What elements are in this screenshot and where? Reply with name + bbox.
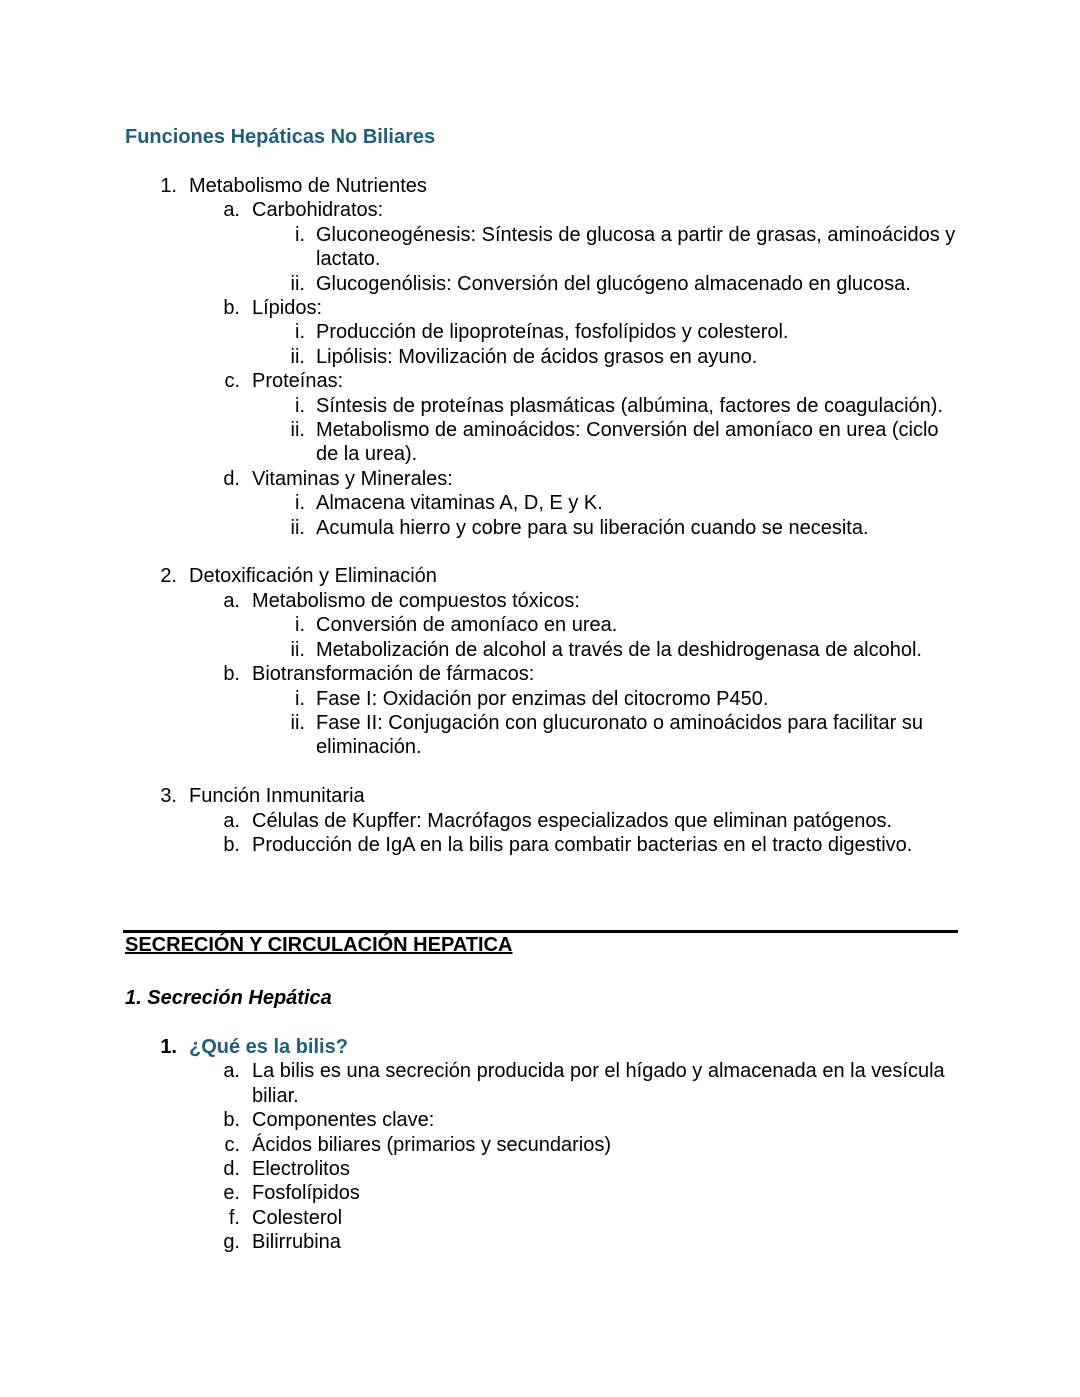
list-marker: d. (223, 1158, 240, 1181)
list-marker: ii. (290, 638, 305, 661)
list-item (0, 1230, 957, 1254)
list-marker: i. (295, 614, 305, 637)
list-text: Gluconeogénesis: Síntesis de glucosa a partir de grasas, aminoácidos y lactato. (316, 223, 956, 271)
list-item (0, 198, 957, 222)
list-item (0, 662, 957, 686)
list-text: Metabolismo de Nutrientes (189, 175, 427, 197)
list-marker: c. (224, 370, 240, 393)
list-item (0, 516, 957, 540)
list-item (0, 613, 957, 637)
list-text: Fase I: Oxidación por enzimas del citocromo P450. (316, 687, 769, 710)
list-text: Lipólisis: Movilización de ácidos grasos en ayuno. (316, 345, 758, 368)
list-item (0, 687, 957, 711)
list-item (0, 320, 957, 344)
list-text: Ácidos biliares (primarios y secundarios) (252, 1133, 612, 1156)
list-marker: c. (224, 1133, 240, 1156)
list-marker: 3. (160, 785, 177, 808)
list-text: Fase II: Conjugación con glucuronato o aminoácidos para facilitar su eliminación. (316, 711, 924, 759)
list-text: Almacena vitaminas A, D, E y K. (316, 492, 603, 515)
list-text: Conversión de amoníaco en urea. (316, 614, 618, 637)
list-marker: b. (223, 833, 240, 856)
list-text: Bilirrubina (252, 1231, 341, 1254)
bilis-outline (0, 1035, 957, 1255)
list-text: Electrolitos (252, 1158, 350, 1181)
list-marker: ii. (290, 272, 305, 295)
list-marker: g. (223, 1231, 240, 1254)
list-text: Detoxificación y Eliminación (189, 565, 437, 588)
list-item (0, 491, 957, 515)
list-text: Metabolización de alcohol a través de la deshidrogenasa de alcohol. (316, 638, 922, 661)
list-text: Colesterol (252, 1206, 343, 1229)
list-item (0, 1157, 957, 1181)
list-marker: a. (223, 1060, 240, 1083)
list-item (0, 345, 957, 369)
heading-secrecion-circulacion: SECRECIÓN Y CIRCULACIÓN HEPATICA (125, 934, 513, 956)
list-item (0, 564, 957, 588)
list-text: Síntesis de proteínas plasmáticas (albúmina, factores de coagulación). (316, 394, 944, 417)
list-text: Componentes clave: (252, 1109, 435, 1132)
list-item (0, 418, 957, 467)
list-item (0, 809, 957, 833)
list-item (0, 272, 957, 296)
list-text: Lípidos: (252, 297, 323, 320)
list-marker: ii. (290, 345, 305, 368)
list-marker: b. (223, 1109, 240, 1132)
list-item (0, 638, 957, 662)
list-text: Acumula hierro y cobre para su liberación cuando se necesita. (316, 516, 869, 539)
list-text: ¿Qué es la bilis? (189, 1036, 348, 1058)
list-item (0, 1059, 957, 1108)
list-marker: 1. (160, 175, 177, 197)
outline-section (0, 784, 957, 857)
list-text: Producción de lipoproteínas, fosfolípidos y colesterol. (316, 321, 789, 344)
outline-section (0, 564, 957, 759)
list-marker: b. (223, 663, 240, 686)
list-marker: e. (223, 1182, 240, 1205)
list-item (0, 394, 957, 418)
list-marker: i. (295, 321, 305, 344)
list-marker: ii. (290, 711, 305, 734)
list-marker: d. (223, 467, 240, 490)
list-text: Función Inmunitaria (189, 785, 365, 808)
list-text: Metabolismo de aminoácidos: Conversión del amoníaco en urea (ciclo de la urea). (316, 419, 939, 466)
list-item (0, 1181, 957, 1205)
functions-outline (0, 174, 957, 882)
subheading-secrecion-hepatica: 1. Secreción Hepática (125, 987, 332, 1009)
list-item (0, 1206, 957, 1230)
list-item (0, 711, 957, 760)
list-marker: a. (223, 809, 240, 832)
list-marker: 2. (160, 565, 177, 588)
list-marker: a. (223, 199, 240, 222)
list-text: La bilis es una secreción producida por el hígado y almacenada en la vesícula biliar. (252, 1060, 945, 1107)
list-item (0, 467, 957, 491)
list-item (0, 833, 957, 857)
list-text: Células de Kupffer: Macrófagos especializados que eliminan patógenos. (252, 809, 893, 832)
list-text: Glucogenólisis: Conversión del glucógeno almacenado en glucosa. (316, 272, 911, 295)
list-text: Fosfolípidos (252, 1182, 360, 1205)
list-item (0, 1108, 957, 1132)
list-text: Carbohidratos: (252, 199, 384, 222)
list-item (0, 296, 957, 320)
list-marker: a. (223, 589, 240, 612)
section-title: Funciones Hepáticas No Biliares (125, 126, 436, 148)
list-item-bilis (0, 1035, 957, 1059)
list-text: Proteínas: (252, 370, 344, 393)
list-text: Metabolismo de compuestos tóxicos: (252, 589, 580, 612)
list-marker: i. (295, 492, 305, 515)
list-marker: i. (295, 394, 305, 417)
list-marker: b. (223, 297, 240, 320)
list-marker: i. (295, 687, 305, 710)
list-item (0, 589, 957, 613)
list-item (0, 369, 957, 393)
list-item (0, 1133, 957, 1157)
list-marker: f. (228, 1206, 240, 1229)
list-marker: ii. (290, 419, 305, 442)
list-text: Vitaminas y Minerales: (252, 467, 453, 490)
outline-section (0, 174, 957, 540)
list-text: Biotransformación de fármacos: (252, 663, 535, 686)
list-text: Producción de IgA en la bilis para combatir bacterias en el tracto digestivo. (252, 833, 913, 856)
list-item (0, 174, 957, 198)
list-item (0, 223, 957, 272)
list-marker: i. (295, 223, 305, 246)
list-marker: 1. (160, 1036, 177, 1058)
list-marker: ii. (290, 516, 305, 539)
list-item (0, 784, 957, 808)
